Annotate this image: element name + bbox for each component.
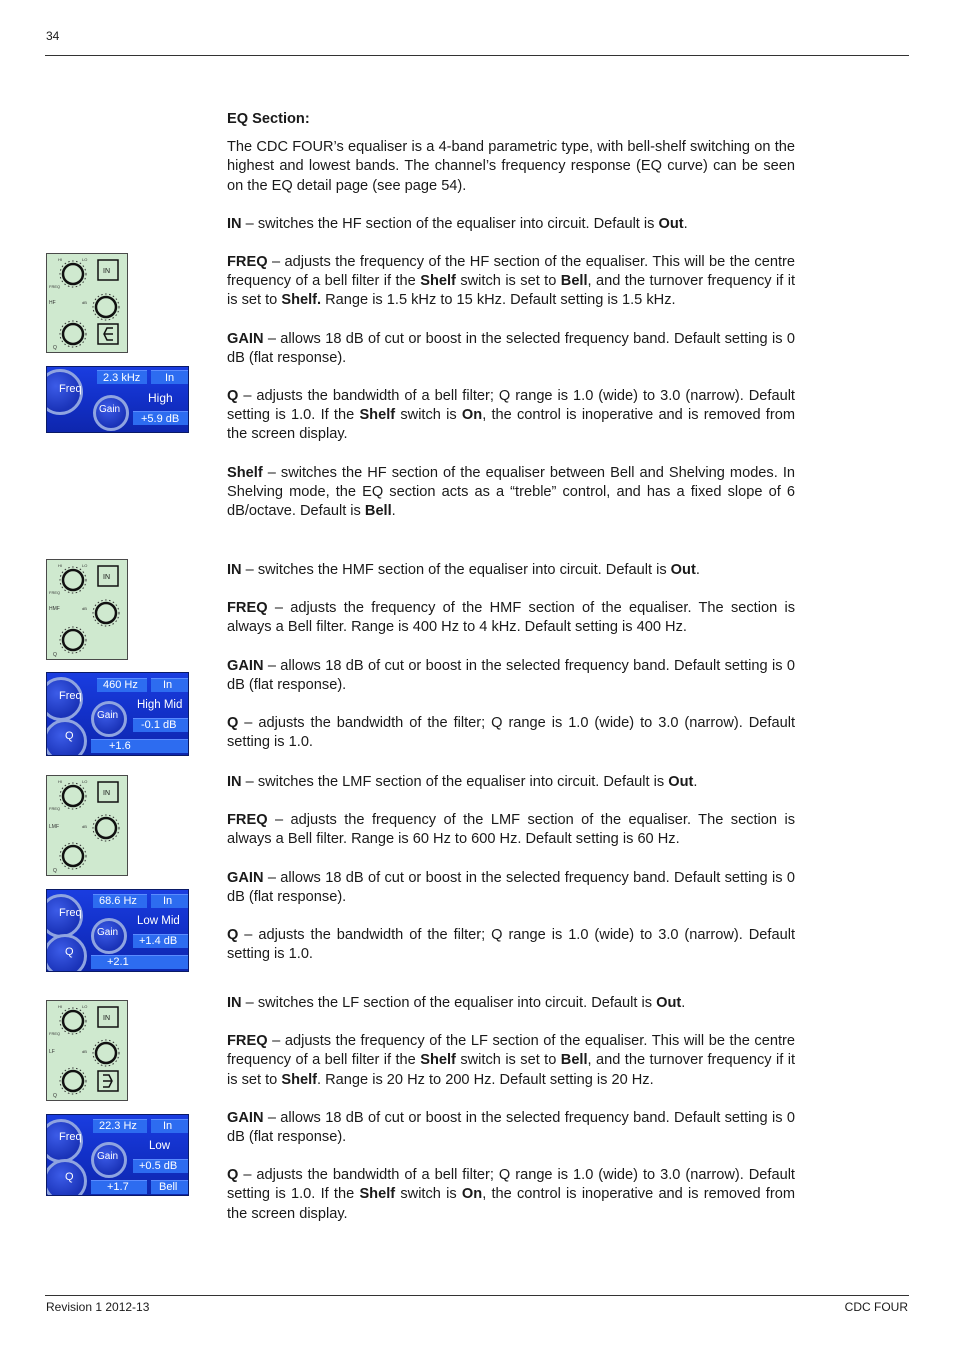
svg-text:IN: IN bbox=[103, 268, 110, 275]
hmf-lo-label: LO bbox=[82, 563, 88, 568]
hmf-q-value: +1.6 bbox=[109, 740, 131, 752]
eq-section-hf-text bbox=[227, 110, 795, 521]
hf-freq-desc: FREQ – adjusts the frequency of the HF section of the equaliser. This will be the centre frequency of a bell filter if the Shelf switch is set to Bell, and the turnover frequency if it is set to Shelf. Range is 1.5 kHz to 15 kHz. Default setting is 1.5 kHz. bbox=[227, 254, 796, 309]
lf-eq-screen bbox=[46, 1114, 189, 1196]
hf-in-indicator: In bbox=[165, 372, 175, 384]
hf-gain-desc: GAIN – allows 18 dB of cut or boost in the selected frequency band. Default setting is 0 dB (flat response). bbox=[227, 330, 795, 366]
hmf-freq-value: 460 Hz bbox=[103, 679, 138, 691]
lmf-eq-screen bbox=[46, 889, 189, 972]
eq-intro: The CDC FOUR’s equaliser is a 4-band parametric type, with bell-shelf switching on the highest and lowest bands. The channel’s frequency response (EQ curve) can be seen on the EQ detail page (see page 54). bbox=[227, 139, 795, 194]
svg-text:IN: IN bbox=[103, 574, 110, 581]
lmf-freq-desc: FREQ – adjusts the frequency of the LMF section of the equaliser. The section is always a Bell filter. Range is 60 Hz to 600 Hz. Default setting is 60 Hz. bbox=[227, 812, 795, 848]
lmf-gain-label: Gain bbox=[97, 927, 119, 938]
lmf-q-desc: Q – adjusts the bandwidth of the filter; Q range is 1.0 (wide) to 3.0 (narrow). Default setting is 1.0. bbox=[227, 927, 795, 963]
hf-q-label: Q bbox=[53, 345, 57, 351]
lmf-freq-value: 68.6 Hz bbox=[99, 895, 137, 907]
lmf-gain-value: +1.4 dB bbox=[139, 935, 178, 947]
lmf-gain-desc: GAIN – allows 18 dB of cut or boost in the selected frequency band. Default setting is 0 dB (flat response). bbox=[227, 869, 795, 905]
hf-freq-value: 2.3 kHz bbox=[103, 372, 141, 384]
lmf-in-button[interactable] bbox=[98, 782, 118, 802]
hmf-eq-screen bbox=[46, 672, 189, 756]
lf-freq-desc: FREQ – adjusts the frequency of the LF section of the equaliser. This will be the centre frequency of a bell filter if the Shelf switch is set to Bell, and the turnover frequency if it is set to Shelf. Range is 20 Hz to 200 Hz. Default setting is 20 Hz. bbox=[227, 1033, 796, 1088]
lf-in-desc: IN – switches the LF section of the equaliser into circuit. Default is Out. bbox=[227, 995, 686, 1011]
lf-gain-label: Gain bbox=[97, 1151, 119, 1162]
lf-q-desc: Q – adjusts the bandwidth of a bell filter; Q range is 1.0 (wide) to 3.0 (narrow). Default setting is 1.0. If the Shelf switch is On, the control is inoperative and is removed from the screen display. bbox=[227, 1167, 795, 1222]
lf-freq-value: 22.3 Hz bbox=[99, 1120, 137, 1132]
hmf-freq-label: FREQ bbox=[49, 590, 61, 595]
lmf-hi-label: HI bbox=[58, 779, 62, 784]
footer-revision: Revision 1 2012-13 bbox=[46, 1300, 150, 1314]
hmf-band-label: HMF bbox=[49, 606, 60, 612]
lf-in-button[interactable] bbox=[98, 1007, 118, 1027]
footer-product: CDC FOUR bbox=[844, 1300, 908, 1314]
lf-band-label: LF bbox=[49, 1049, 55, 1055]
hmf-freq-knob[interactable] bbox=[60, 567, 86, 593]
hf-band-label: HF bbox=[49, 300, 56, 306]
hmf-freq-label: Freq bbox=[59, 690, 82, 702]
eq-heading: EQ Section: bbox=[227, 111, 310, 127]
hmf-q-label: Q bbox=[53, 652, 57, 658]
hmf-gain-desc: GAIN – allows 18 dB of cut or boost in the selected frequency band. Default setting is 0 dB (flat response). bbox=[227, 657, 795, 693]
hmf-in-indicator: In bbox=[163, 679, 173, 691]
lf-freq-label: Freq bbox=[59, 1131, 82, 1143]
hmf-gain-value: -0.1 dB bbox=[141, 719, 177, 731]
hf-db-label: dB bbox=[82, 300, 87, 305]
lmf-q-label: Q bbox=[65, 946, 74, 958]
lf-band-name: Low bbox=[149, 1140, 171, 1152]
hmf-gain-knob[interactable] bbox=[93, 600, 119, 626]
lf-gain-knob[interactable] bbox=[93, 1040, 119, 1066]
lmf-gain-knob[interactable] bbox=[93, 815, 119, 841]
footer-rule bbox=[45, 1295, 909, 1296]
hmf-in-button[interactable] bbox=[98, 566, 118, 586]
lmf-hardware-panel bbox=[46, 775, 128, 876]
lf-hardware-panel bbox=[46, 1000, 128, 1101]
hmf-q-desc: Q – adjusts the bandwidth of the filter; Q range is 1.0 (wide) to 3.0 (narrow). Default setting is 1.0. bbox=[227, 715, 795, 751]
lmf-freq-label: FREQ bbox=[49, 806, 61, 811]
lmf-freq-knob[interactable] bbox=[60, 783, 86, 809]
lf-q-value: +1.7 bbox=[107, 1181, 129, 1193]
hf-q-desc: Q – adjusts the bandwidth of a bell filter; Q range is 1.0 (wide) to 3.0 (narrow). Default setting is 1.0. If the Shelf switch is On, the control is inoperative and is removed from the screen display. bbox=[227, 388, 795, 443]
lf-in-indicator: In bbox=[163, 1120, 173, 1132]
lmf-q-value-box bbox=[91, 955, 189, 969]
lf-hi-label: HI bbox=[58, 1004, 62, 1009]
hf-band-name: High bbox=[148, 391, 173, 405]
hf-hardware-panel bbox=[46, 253, 128, 353]
lf-q-label: Q bbox=[53, 1093, 57, 1099]
lf-freq-label: FREQ bbox=[49, 1031, 61, 1036]
hf-gain-knob[interactable] bbox=[93, 294, 119, 320]
lf-gain-desc: GAIN – allows 18 dB of cut or boost in the selected frequency band. Default setting is 0 dB (flat response). bbox=[227, 1109, 795, 1146]
lmf-freq-label: Freq bbox=[59, 907, 82, 919]
eq-section-lf-text bbox=[227, 994, 795, 1224]
lmf-q-label: Q bbox=[53, 868, 57, 874]
lmf-db-label: dB bbox=[82, 824, 87, 829]
hf-hi-label: HI bbox=[58, 257, 62, 262]
lmf-band-name: Low Mid bbox=[137, 915, 180, 927]
eq-section-lmf-text bbox=[227, 773, 795, 964]
hf-shelf-desc: Shelf – switches the HF section of the equaliser between Bell and Shelving modes. In Shelving mode, the EQ section acts as a “treble” control, and has a fixed slope of 6 dB/octave. Default is Bell. bbox=[227, 464, 795, 520]
hmf-hi-label: HI bbox=[58, 563, 62, 568]
lf-q-knob[interactable] bbox=[60, 1068, 86, 1094]
lmf-q-knob[interactable] bbox=[60, 843, 86, 869]
hf-q-knob[interactable] bbox=[60, 321, 86, 347]
lf-shelf-button[interactable] bbox=[98, 1071, 118, 1091]
hf-eq-screen bbox=[46, 366, 189, 433]
svg-text:IN: IN bbox=[103, 1015, 110, 1022]
svg-text:IN: IN bbox=[103, 790, 110, 797]
lmf-lo-label: LO bbox=[82, 779, 88, 784]
hmf-q-value-box bbox=[91, 739, 189, 753]
page-number: 34 bbox=[46, 29, 60, 43]
lf-shape-value: Bell bbox=[159, 1181, 178, 1193]
hmf-band-name: High Mid bbox=[137, 699, 183, 711]
hf-freq-label: Freq bbox=[59, 383, 82, 395]
hf-in-desc: IN – switches the HF section of the equaliser into circuit. Default is Out. bbox=[227, 215, 688, 232]
lf-gain-value: +0.5 dB bbox=[139, 1160, 178, 1172]
hf-freq-label: FREQ bbox=[49, 284, 61, 289]
hf-shelf-button[interactable] bbox=[98, 324, 118, 344]
hmf-db-label: dB bbox=[82, 606, 87, 611]
eq-section-hmf-text bbox=[227, 561, 795, 752]
hmf-q-label: Q bbox=[65, 730, 74, 742]
hf-in-button[interactable] bbox=[98, 260, 118, 280]
header-rule bbox=[45, 55, 909, 56]
lmf-in-indicator: In bbox=[163, 895, 173, 907]
hf-gain-value: +5.9 dB bbox=[141, 413, 180, 425]
hmf-freq-desc: FREQ – adjusts the frequency of the HMF section of the equaliser. The section is always a Bell filter. Range is 400 Hz to 4 kHz. Default setting is 400 Hz. bbox=[227, 600, 795, 636]
lmf-q-value: +2.1 bbox=[107, 956, 129, 968]
lmf-band-label: LMF bbox=[49, 824, 59, 830]
hf-lo-label: LO bbox=[82, 257, 88, 262]
lf-freq-knob[interactable] bbox=[60, 1008, 86, 1034]
lf-db-label: dB bbox=[82, 1049, 87, 1054]
lmf-in-desc: IN – switches the LMF section of the equaliser into circuit. Default is Out. bbox=[227, 774, 698, 790]
hmf-in-desc: IN – switches the HMF section of the equaliser into circuit. Default is Out. bbox=[227, 562, 700, 578]
hf-freq-knob[interactable] bbox=[60, 261, 86, 287]
lf-q-label: Q bbox=[65, 1171, 74, 1183]
hmf-q-knob[interactable] bbox=[60, 627, 86, 653]
hmf-hardware-panel bbox=[46, 559, 128, 660]
hf-gain-label: Gain bbox=[99, 404, 121, 415]
hmf-gain-label: Gain bbox=[97, 710, 119, 721]
lf-lo-label: LO bbox=[82, 1004, 88, 1009]
